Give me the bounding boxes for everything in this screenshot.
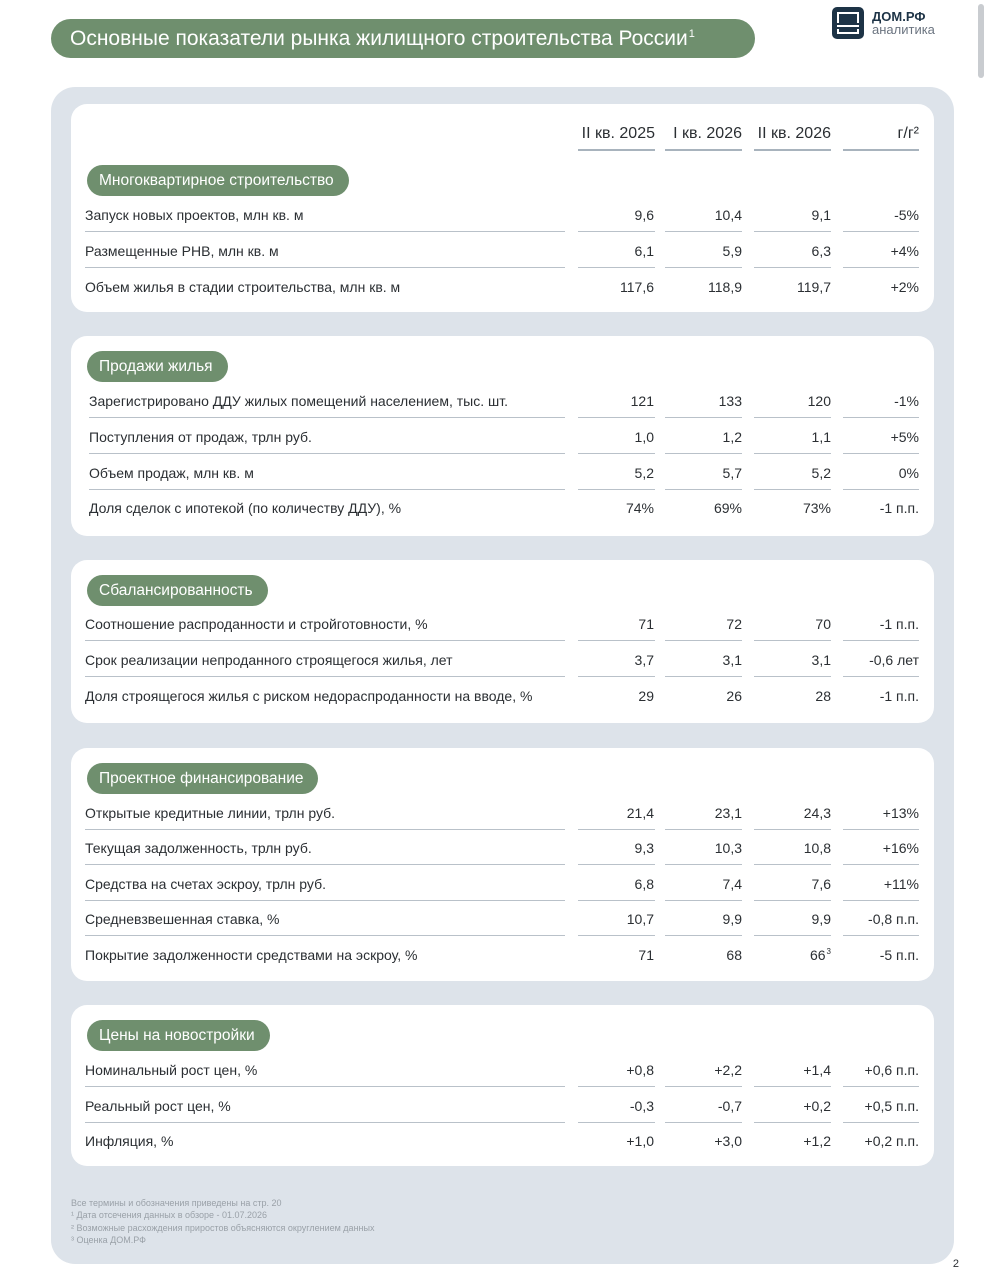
- title-footnote-mark: 1: [688, 28, 695, 40]
- value-yoy: +11%: [883, 876, 919, 892]
- table-row: [85, 1060, 919, 1096]
- value-q2-2026: 5,2: [811, 465, 831, 481]
- value-q1-2026: 118,9: [708, 279, 742, 295]
- row-label: Средневзвешенная ставка, %: [85, 911, 280, 927]
- value-q1-2026: 1,2: [722, 429, 742, 445]
- value-yoy: +0,5 п.п.: [864, 1098, 919, 1114]
- table-row: [85, 909, 919, 945]
- table-row: [85, 945, 919, 981]
- table-row: [85, 1131, 919, 1167]
- value-yoy: 0%: [898, 465, 919, 481]
- value-q1-2026: 72: [726, 616, 742, 632]
- logo-line-1: ДОМ.РФ: [872, 9, 926, 24]
- row-label: Доля строящегося жилья с риском недораспроданности на вводе, %: [85, 688, 533, 704]
- value-q2-2026: +1,2: [803, 1133, 831, 1149]
- column-header-yoy: г/г²: [843, 125, 919, 151]
- value-q1-2026: 68: [726, 947, 742, 963]
- value-q2-2025: 10,7: [626, 911, 654, 927]
- row-label: Соотношение распроданности и стройготовности, %: [85, 616, 428, 632]
- value-q2-2026: 7,6: [811, 876, 831, 892]
- value-q2-2026: $66^3$: [809, 947, 831, 963]
- logo-line-2: аналитика: [872, 22, 935, 37]
- value-q2-2025: 9,3: [634, 840, 654, 856]
- value-q1-2026: 5,9: [722, 243, 742, 259]
- value-q2-2026: 28: [815, 688, 831, 704]
- value-q2-2025: 3,7: [634, 652, 654, 668]
- scrollbar[interactable]: [977, 0, 985, 1280]
- value-q2-2025: +0,8: [626, 1062, 654, 1078]
- table-row: [85, 1096, 919, 1132]
- value-q2-2026: 120: [807, 393, 831, 409]
- value-q1-2026: 69%: [713, 500, 742, 516]
- row-label: Зарегистрировано ДДУ жилых помещений населением, тыс. шт.: [89, 393, 508, 409]
- table-row: [85, 614, 919, 650]
- value-yoy: -5%: [894, 207, 919, 223]
- value-q2-2025: 5,2: [634, 465, 654, 481]
- value-q1-2026: +3,0: [714, 1133, 742, 1149]
- house-logo-icon: [832, 7, 864, 39]
- value-q1-2026: 10,3: [714, 840, 742, 856]
- table-row: [85, 277, 919, 313]
- row-label: Реальный рост цен, %: [85, 1098, 231, 1114]
- section-title-balance: Сбалансированность: [87, 575, 268, 606]
- value-q2-2026: 10,8: [803, 840, 831, 856]
- value-q2-2025: 71: [638, 616, 654, 632]
- table-row: [85, 874, 919, 910]
- value-q2-2026: 9,9: [811, 911, 831, 927]
- table-row: [89, 391, 919, 427]
- footnote-line: ¹ Дата отсечения данных в обзоре - 01.07.2026: [71, 1210, 268, 1221]
- column-header-q1-2026: I кв. 2026: [665, 125, 742, 151]
- value-q2-2026: +1,4: [803, 1062, 831, 1078]
- value-q2-2026: 73%: [802, 500, 831, 516]
- table-row: [85, 241, 919, 277]
- value-q2-2026: 70: [815, 616, 831, 632]
- value-q1-2026: 7,4: [722, 876, 742, 892]
- value-q1-2026: -0,7: [717, 1098, 742, 1114]
- table-row: [85, 205, 919, 241]
- row-label: Запуск новых проектов, млн кв. м: [85, 207, 304, 223]
- table-row: [85, 686, 919, 722]
- value-q2-2026: 9,1: [811, 207, 831, 223]
- value-q2-2025: 6,8: [634, 876, 654, 892]
- value-q2-2026: +0,2: [803, 1098, 831, 1114]
- scrollbar-thumb[interactable]: [978, 4, 984, 78]
- table-row: [85, 650, 919, 686]
- footnote-line: ² Возможные расхождения приростов объясняются округлением данных: [71, 1222, 375, 1233]
- value-q2-2025: 121: [630, 393, 654, 409]
- value-q2-2026: 3,1: [811, 652, 831, 668]
- row-label: Текущая задолженность, трлн руб.: [85, 840, 312, 856]
- page-number: 2: [952, 1258, 959, 1270]
- footnote-line: ³ Оценка ДОМ.РФ: [71, 1235, 147, 1246]
- value-yoy: -5 п.п.: [879, 947, 919, 963]
- row-label: Номинальный рост цен, %: [85, 1062, 258, 1078]
- footnotes: [71, 1197, 374, 1247]
- row-label: Инфляция, %: [85, 1133, 174, 1149]
- value-q2-2025: 9,6: [634, 207, 654, 223]
- value-q1-2026: 9,9: [722, 911, 742, 927]
- table-row: [89, 427, 919, 463]
- value-yoy: +0,2 п.п.: [864, 1133, 919, 1149]
- value-q2-2026: 24,3: [803, 805, 831, 821]
- footnote-line: Все термины и обозначения приведены на стр. 20: [71, 1198, 282, 1208]
- section-title-construction: Многоквартирное строительство: [87, 165, 349, 196]
- value-q2-2025: +1,0: [626, 1133, 654, 1149]
- value-yoy: -1%: [894, 393, 919, 409]
- column-header-q2-2025: II кв. 2025: [578, 125, 655, 151]
- logo: [832, 6, 935, 40]
- row-label: Объем жилья в стадии строительства, млн кв. м: [85, 279, 401, 295]
- value-q1-2026: 133: [718, 393, 742, 409]
- table-row: [89, 498, 919, 534]
- value-yoy: +0,6 п.п.: [864, 1062, 919, 1078]
- value-yoy: -1 п.п.: [879, 688, 919, 704]
- table-row: [85, 838, 919, 874]
- row-label: Поступления от продаж, трлн руб.: [89, 429, 312, 445]
- column-header-q2-2026: II кв. 2026: [754, 125, 831, 151]
- page-title-text: Основные показатели рынка жилищного строительства России: [70, 27, 688, 50]
- value-q2-2026: 119,7: [797, 279, 831, 295]
- value-q2-2026: 1,1: [811, 429, 831, 445]
- value-q1-2026: 5,7: [722, 465, 742, 481]
- section-title-sales: Продажи жилья: [87, 351, 228, 382]
- value-yoy: +5%: [890, 429, 919, 445]
- row-label: Доля сделок с ипотекой (по количеству ДДУ), %: [89, 500, 402, 516]
- value-yoy: +4%: [890, 243, 919, 259]
- footnote-mark: 3: [826, 947, 831, 956]
- table-row: [85, 803, 919, 839]
- value-yoy: +13%: [882, 805, 919, 821]
- value-q2-2025: 71: [638, 947, 654, 963]
- value-yoy: -1 п.п.: [879, 616, 919, 632]
- table-row: [89, 463, 919, 499]
- row-label: Открытые кредитные линии, трлн руб.: [85, 805, 336, 821]
- value-q2-2025: 29: [638, 688, 654, 704]
- section-title-prices: Цены на новостройки: [87, 1020, 270, 1051]
- value-yoy: -0,8 п.п.: [868, 911, 919, 927]
- value-yoy: +2%: [890, 279, 919, 295]
- page-title: [51, 19, 755, 58]
- row-label: Средства на счетах эскроу, трлн руб.: [85, 876, 326, 892]
- value-q1-2026: 10,4: [714, 207, 742, 223]
- value-q2-2025: 117,6: [620, 279, 654, 295]
- value-q1-2026: 23,1: [714, 805, 742, 821]
- row-label: Срок реализации непроданного строящегося жилья, лет: [85, 652, 453, 668]
- value-q2-2026: 6,3: [811, 243, 831, 259]
- value-yoy: -1 п.п.: [879, 500, 919, 516]
- value-q1-2026: 26: [726, 688, 742, 704]
- value-q2-2025: 6,1: [634, 243, 654, 259]
- section-title-project-finance: Проектное финансирование: [87, 763, 318, 794]
- value-q2-2025: 21,4: [626, 805, 654, 821]
- value-q2-2025: 74%: [625, 500, 654, 516]
- value-q1-2026: +2,2: [714, 1062, 742, 1078]
- value-q1-2026: 3,1: [722, 652, 742, 668]
- value-yoy: -0,6 лет: [869, 652, 919, 668]
- row-label: Покрытие задолженности средствами на эскроу, %: [85, 947, 418, 963]
- value-q2-2025: -0,3: [629, 1098, 654, 1114]
- row-label: Размещенные РНВ, млн кв. м: [85, 243, 279, 259]
- row-label: Объем продаж, млн кв. м: [89, 465, 254, 481]
- value-yoy: +16%: [882, 840, 919, 856]
- value-q2-2025: 1,0: [634, 429, 654, 445]
